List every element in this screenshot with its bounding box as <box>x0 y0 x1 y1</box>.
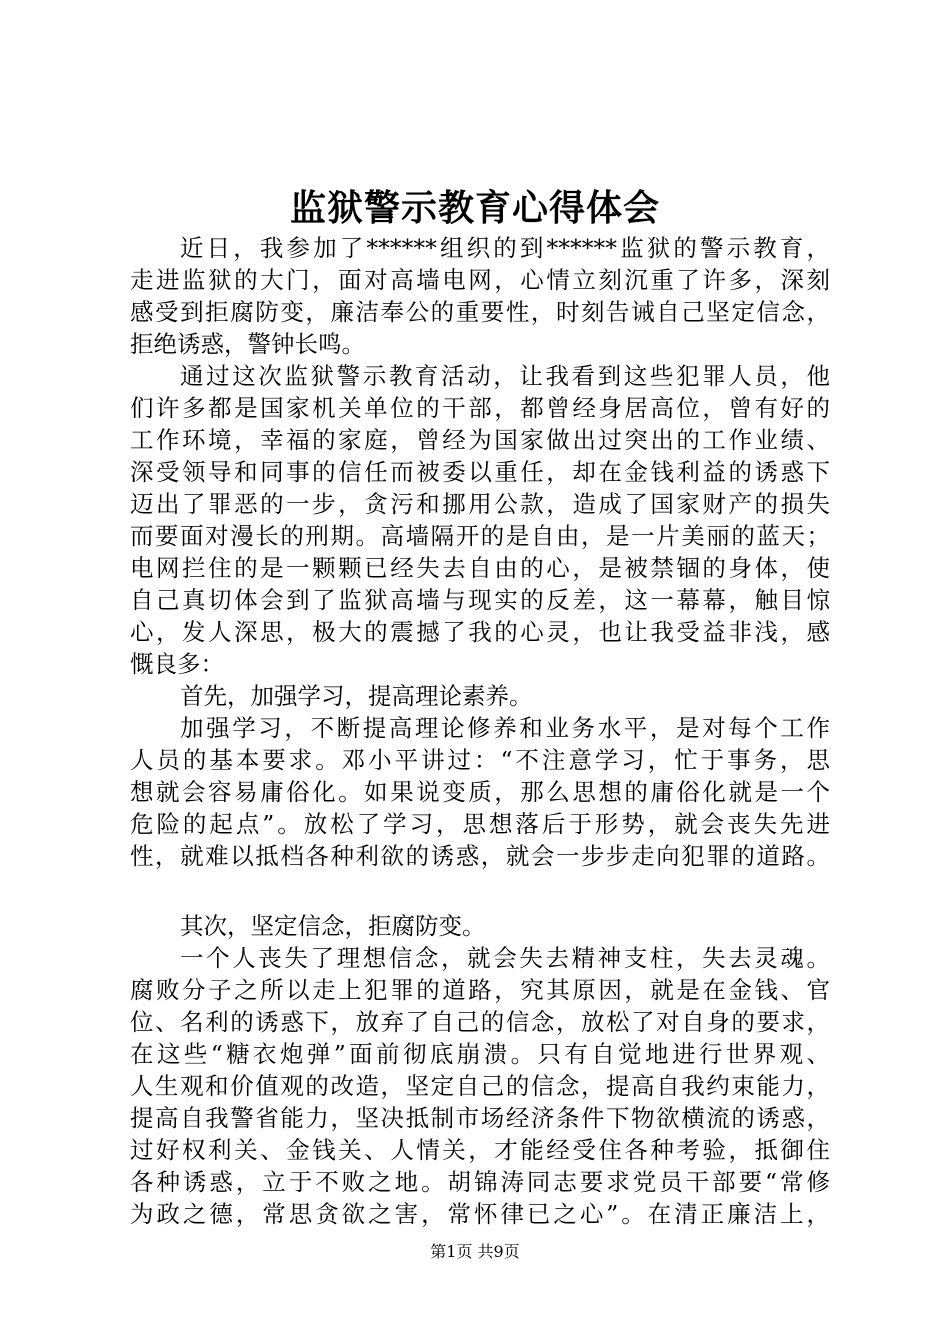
text-line: 腐败分子之所以走上犯罪的道路，究其原因，就是在金钱、官 <box>130 976 830 1004</box>
text-line: 性，就难以抵档各种利欲的诱惑，就会一步步走向犯罪的道路。 <box>130 842 830 870</box>
text-line: 心，发人深思，极大的震撼了我的心灵，也让我受益非浅，感 <box>130 618 830 646</box>
text-line: 深受领导和同事的信任而被委以重任，却在金钱利益的诱惑下 <box>130 458 830 486</box>
text-line: 加强学习，不断提高理论修养和业务水平，是对每个工作 <box>180 714 830 742</box>
text-line: 过好权利关、金钱关、人情关，才能经受住各种考验，抵御住 <box>130 1136 830 1164</box>
text-line: 为政之德，常思贪欲之害，常怀律已之心”。在清正廉洁上， <box>130 1200 830 1228</box>
text-line: 拒绝诱惑，警钟长鸣。 <box>130 330 365 358</box>
text-line: 而要面对漫长的刑期。高墙隔开的是自由，是一片美丽的蓝天； <box>130 522 830 550</box>
text-line: 慨良多： <box>130 650 224 678</box>
text-line: 感受到拒腐防变，廉洁奉公的重要性，时刻告诫自己坚定信念， <box>130 298 830 326</box>
text-line: 危险的起点”。放松了学习，思想落后于形势，就会丧失先进 <box>130 810 830 838</box>
text-line: 电网拦住的是一颗颗已经失去自由的心，是被禁锢的身体，使 <box>130 554 830 582</box>
text-line: 们许多都是国家机关单位的干部，都曾经身居高位，曾有好的 <box>130 394 830 422</box>
document-title: 监狱警示教育心得体会 <box>289 187 660 229</box>
page-footer: 第1页 共9页 <box>430 1242 520 1261</box>
text-line: 一个人丧失了理想信念，就会失去精神支柱，失去灵魂。 <box>180 944 830 972</box>
text-line: 近日，我参加了******组织的到******监狱的警示教育， <box>180 234 830 262</box>
document-body <box>130 232 830 1230</box>
text-line: 人员的基本要求。邓小平讲过：“不注意学习，忙于事务，思 <box>130 746 830 774</box>
text-line: 自己真切体会到了监狱高墙与现实的反差，这一幕幕，触目惊 <box>130 586 830 614</box>
text-line: 各种诱惑，立于不败之地。胡锦涛同志要求党员干部要“常修 <box>130 1168 830 1196</box>
text-line: 想就会容易庸俗化。如果说变质，那么思想的庸俗化就是一个 <box>130 778 830 806</box>
section-heading: 其次，坚定信念，拒腐防变。 <box>180 912 486 940</box>
text-line: 通过这次监狱警示教育活动，让我看到这些犯罪人员，他 <box>180 362 830 390</box>
text-line: 工作环境，幸福的家庭，曾经为国家做出过突出的工作业绩、 <box>130 426 830 454</box>
text-line: 迈出了罪恶的一步，贪污和挪用公款，造成了国家财产的损失 <box>130 490 830 518</box>
text-line: 在这些“糖衣炮弹”面前彻底崩溃。只有自觉地进行世界观、 <box>130 1040 830 1068</box>
section-heading: 首先，加强学习，提高理论素养。 <box>180 682 533 710</box>
text-line: 位、名利的诱惑下，放弃了自己的信念，放松了对自身的要求， <box>130 1008 830 1036</box>
text-line: 提高自我警省能力，坚决抵制市场经济条件下物欲横流的诱惑， <box>130 1104 830 1132</box>
paragraph-gap <box>130 872 830 910</box>
text-line: 人生观和价值观的改造，坚定自己的信念，提高自我约束能力， <box>130 1072 830 1100</box>
text-line: 走进监狱的大门，面对高墙电网，心情立刻沉重了许多，深刻 <box>130 266 830 294</box>
